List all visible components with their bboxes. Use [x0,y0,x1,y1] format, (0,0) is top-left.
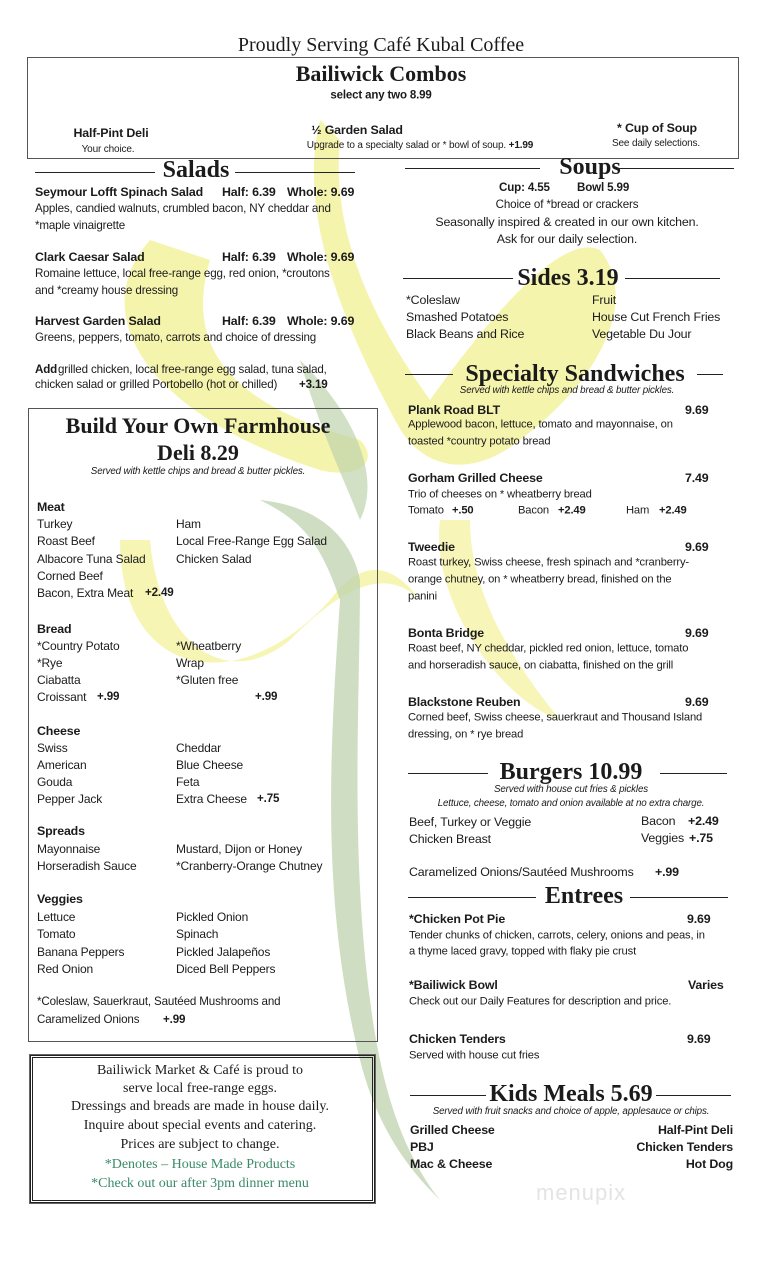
deli-bread-price: +.99 [97,690,120,704]
deli-veggies-option: Pickled Jalapeños [176,944,271,959]
deli-veggies-option: Banana Peppers [37,944,125,959]
salad-add-label: Add [35,363,58,377]
deli-meat-option: Turkey [37,517,73,532]
deli-meat-option: Bacon, Extra Meat [37,586,134,600]
deli-veggies-option: Spinach [176,927,219,941]
sandwich-description: Roast turkey, Swiss cheese, fresh spinach and *cranberry- [408,556,690,569]
side-item: *Coleslaw [406,292,460,307]
side-item: Vegetable Du Jour [592,326,692,341]
entree-description: Tender chunks of chicken, carrots, celery, onions and peas, in [409,929,705,942]
deli-cheese-option: Swiss [37,741,68,755]
sandwich-price: 9.69 [685,539,709,554]
kids-meal-item: Hot Dog [685,1156,733,1171]
deli-veggies-option: Diced Bell Peppers [176,962,276,976]
burger-option: Chicken Breast [409,831,491,846]
deli-spreads-option: Mustard, Dijon or Honey [176,841,302,856]
deli-bread-option: Ciabatta [37,673,81,687]
deli-bread-option: Wrap [176,656,204,670]
deli-cheese-option: Gouda [37,775,73,789]
divider [408,897,536,898]
deli-veggies-option: Pickled Onion [176,909,249,924]
sandwich-name: Blackstone Reuben [408,694,521,709]
entree-name: Chicken Tenders [409,1031,506,1046]
burgers-served-note: Lettuce, cheese, tomato and onion available at no extra charge. [437,798,705,810]
deli-bread-option: *Country Potato [37,639,120,653]
salad-name: Seymour Lofft Spinach Salad [35,184,204,199]
deli-bread-option: Croissant [37,690,87,704]
sandwich-description: Roast beef, NY cheddar, pickled red onion, lettuce, tomato [408,642,689,655]
burger-addon: Bacon [641,813,676,828]
sandwich-name: Plank Road BLT [408,402,500,417]
burger-extra: Caramelized Onions/Sautéed Mushrooms [409,864,634,879]
entree-name: *Bailiwick Bowl [409,977,498,992]
soups-note: Seasonally inspired & created in our own kitchen. [435,214,699,229]
deli-cheese-option: Extra Cheese [176,792,247,806]
side-item: Black Beans and Rice [406,326,525,341]
combo-option-desc [307,141,533,151]
entree-description: Served with house cut fries [409,1049,540,1062]
deli-bread-label: Bread [37,621,72,636]
divider [617,168,734,169]
combo-option-desc: See daily selections. [611,138,701,149]
deli-veggies-option: Lettuce [37,909,76,924]
salads-heading: Salads [162,157,230,183]
deli-meat-option: Corned Beef [37,568,103,583]
header-tagline: Proudly Serving Café Kubal Coffee [237,34,525,56]
kids-meal-item: Half-Pint Deli [657,1122,733,1137]
kids-meal-item: Grilled Cheese [410,1122,495,1137]
divider [697,374,723,375]
notice-line: Inquire about special events and catering. [83,1118,317,1133]
deli-veggies-option: Red Onion [37,962,94,976]
deli-cheese-option: American [37,758,87,772]
entree-price: 9.69 [687,1031,711,1046]
side-item: Fruit [592,292,617,307]
soups-note: Ask for our daily selection. [496,231,638,246]
salad-description: Apples, candied walnuts, crumbled bacon, NY cheddar and [35,202,331,216]
deli-spreads-option: Horseradish Sauce [37,859,137,873]
divider [405,374,453,375]
deli-spreads-option: Mayonnaise [37,841,101,856]
sandwich-price: 9.69 [685,402,709,417]
burger-addon-price: +.75 [689,830,713,845]
deli-served-note: Served with kettle chips and bread & butter pickles. [90,466,306,478]
sandwiches-served-note: Served with kettle chips and bread & butter pickles. [459,385,675,397]
combo-option-desc: Your choice. [81,144,135,155]
deli-meat-option: Chicken Salad [176,551,252,566]
entree-description: Check out our Daily Features for description and price. [409,995,672,1008]
salad-add-price: +3.19 [299,378,328,392]
sandwich-addon-price: +.50 [452,504,474,517]
sandwich-addon: Ham [626,504,650,517]
notice-line: Bailiwick Market & Café is proud to [96,1063,304,1078]
salad-name: Clark Caesar Salad [35,249,145,264]
salad-whole-price: Whole: 9.69 [287,313,355,328]
divider [35,172,155,173]
combo-upgrade-price: +1.99 [508,140,534,151]
deli-meat-option: Ham [176,517,201,532]
divider [403,278,513,279]
divider [660,773,727,774]
deli-cheese-label: Cheese [37,723,81,738]
salad-name: Harvest Garden Salad [35,313,161,328]
deli-spreads-option: *Cranberry-Orange Chutney [176,859,323,873]
divider [408,773,488,774]
salad-whole-price: Whole: 9.69 [287,184,355,199]
deli-cheese-option: Feta [176,775,200,789]
notice-house-made-line: *Denotes – House Made Products [104,1157,296,1172]
sandwich-description: orange chutney, on * wheatberry bread, finished on the [408,573,672,586]
deli-meat-label: Meat [37,499,65,514]
deli-veggies-option: Tomato [37,927,76,941]
deli-meat-extra-price: +2.49 [145,586,174,600]
combo-upgrade-text: Upgrade to a specialty salad or * bowl of soup. [306,140,506,151]
deli-cheese-option: Cheddar [176,741,221,755]
deli-meat-option: Roast Beef [37,534,95,549]
salad-description: and *creamy house dressing [35,284,179,298]
kids-heading: Kids Meals 5.69 [489,1081,653,1107]
deli-title: Deli 8.29 [157,440,239,465]
deli-bread-option: *Wheatberry [176,639,242,653]
salad-description: *maple vinaigrette [35,219,126,233]
divider [405,168,540,169]
entree-price: Varies [688,977,724,992]
sandwich-addon: Tomato [408,504,444,517]
deli-meat-option: Local Free-Range Egg Salad [176,534,327,549]
entrees-heading: Entrees [544,883,624,909]
combos-subtitle: select any two 8.99 [330,89,432,102]
deli-extras: Caramelized Onions [37,1013,140,1027]
sandwich-price: 7.49 [685,470,709,485]
salad-whole-price: Whole: 9.69 [287,249,355,264]
sandwiches-heading: Specialty Sandwiches [465,361,685,387]
sandwich-description: dressing, on * rye bread [408,728,524,741]
sandwich-description: Trio of cheeses on * wheatberry bread [408,488,592,501]
salad-description: Greens, peppers, tomato, carrots and choice of dressing [35,331,317,345]
salad-half-price: Half: 6.39 [222,313,276,328]
sandwich-description: toasted *country potato bread [408,435,551,448]
watermark-logo: menupix [536,1180,627,1205]
sandwich-price: 9.69 [685,694,709,709]
entree-price: 9.69 [687,911,711,926]
burger-option: Beef, Turkey or Veggie [409,814,532,829]
soups-heading: Soups [559,154,621,180]
sandwich-price: 9.69 [685,625,709,640]
side-item: Smashed Potatoes [406,309,509,324]
divider [235,172,355,173]
combo-option-name: Half-Pint Deli [73,125,149,140]
divider [625,278,720,279]
deli-cheese-extra-price: +.75 [257,792,280,806]
entree-name: *Chicken Pot Pie [409,911,506,926]
divider [410,1095,486,1096]
burger-extra-price: +.99 [655,864,679,879]
combos-title: Bailiwick Combos [295,61,467,86]
sandwich-description: and horseradish sauce, on ciabatta, finished on the grill [408,659,674,672]
deli-veggies-label: Veggies [37,891,83,906]
deli-bread-option: *Gluten free [176,673,239,687]
sandwich-addon-price: +2.49 [659,504,687,517]
deli-cheese-option: Pepper Jack [37,792,103,806]
notice-line: serve local free-range eggs. [123,1081,277,1096]
burgers-heading: Burgers 10.99 [499,759,643,785]
notice-line: Prices are subject to change. [120,1137,280,1152]
kids-meal-item: Chicken Tenders [636,1139,733,1154]
divider [630,897,728,898]
salad-half-price: Half: 6.39 [222,184,276,199]
sides-heading: Sides 3.19 [517,265,619,291]
deli-bread-price: +.99 [255,690,278,704]
combo-option-name: ½ Garden Salad [311,122,403,137]
side-item: House Cut French Fries [592,309,721,324]
entree-description: a thyme laced gravy, topped with flaky pie crust [409,945,637,958]
sandwich-description: Applewood bacon, lettuce, tomato and mayonnaise, on [408,418,673,431]
soup-cup-price: Cup: 4.55 [499,181,550,195]
sandwich-addon-price: +2.49 [558,504,586,517]
kids-meal-item: PBJ [410,1139,434,1154]
soup-bowl-price: Bowl 5.99 [577,181,630,195]
salad-add-text: chicken salad or grilled Portobello (hot or chilled) [35,378,278,392]
kids-meal-item: Mac & Cheese [410,1156,493,1171]
sandwich-name: Bonta Bridge [408,625,484,640]
deli-title: Build Your Own Farmhouse [65,413,331,438]
salad-half-price: Half: 6.39 [222,249,276,264]
deli-cheese-option: Blue Cheese [176,758,244,772]
sandwich-name: Gorham Grilled Cheese [408,470,543,485]
sandwich-name: Tweedie [408,539,455,554]
deli-spreads-label: Spreads [37,823,85,838]
sandwich-description: panini [408,590,437,603]
notice-house-made-line: *Check out our after 3pm dinner menu [91,1176,309,1191]
deli-extras-price: +.99 [163,1013,186,1027]
sandwich-addon: Bacon [518,504,549,517]
burger-addon: Veggies [641,830,685,845]
notice-line: Dressings and breads are made in house daily. [70,1099,330,1114]
salad-add-text: grilled chicken, local free-range egg salad, tuna salad, [58,363,327,377]
kids-served-note: Served with fruit snacks and choice of apple, applesauce or chips. [432,1106,710,1118]
burgers-served-note: Served with house cut fries & pickles [494,784,648,796]
deli-bread-option: *Rye [37,656,63,670]
salad-description: Romaine lettuce, local free-range egg, red onion, *croutons [35,267,330,281]
combo-option-name: * Cup of Soup [617,120,697,135]
burger-addon-price: +2.49 [688,813,719,828]
sandwich-description: Corned beef, Swiss cheese, sauerkraut and Thousand Island [408,711,703,724]
soups-note: Choice of *bread or crackers [495,198,639,212]
deli-meat-option: Albacore Tuna Salad [37,551,146,566]
divider [656,1095,731,1096]
deli-extras: *Coleslaw, Sauerkraut, Sautéed Mushrooms and [37,995,281,1009]
